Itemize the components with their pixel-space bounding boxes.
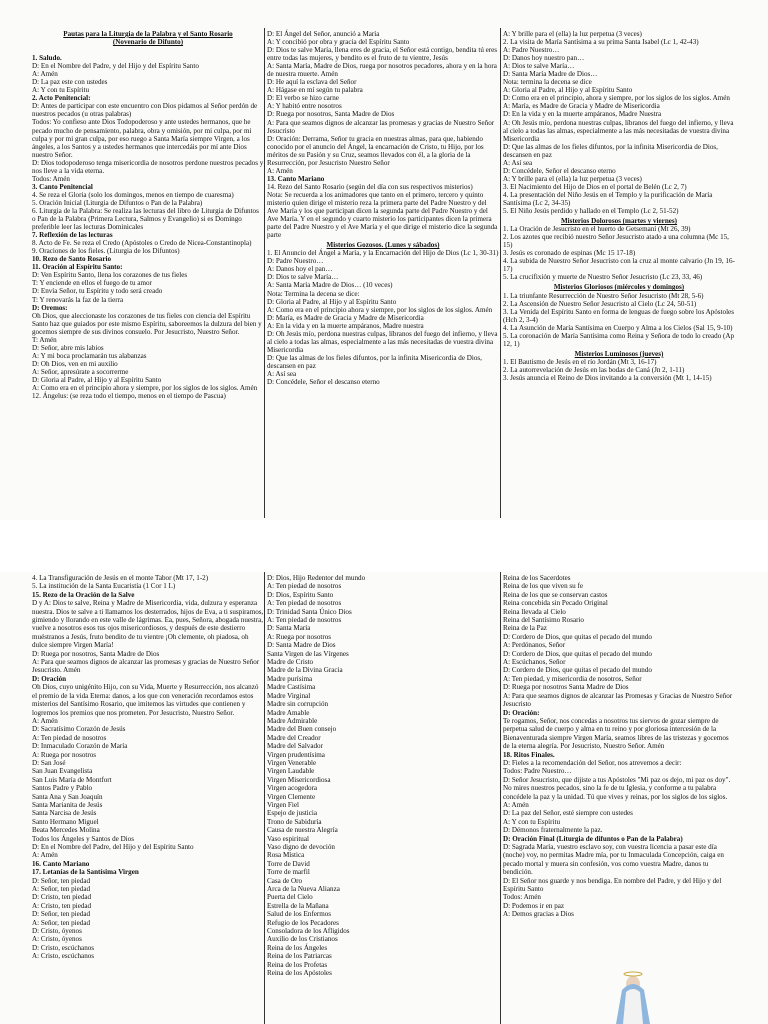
text-line: Reina de los Sacerdotes [503,574,571,582]
text-line: 1. La triunfante Resurrección de Nuestro Señor Jesucristo (Mt 28, 5-6) [503,291,704,300]
text-line: A: Padre Nuestro… [503,46,560,55]
text-line: A: Para que seamos dignos de alcanzar las promesas y gracias de Nuestro Señor Jesucristo. Amén [32,658,260,675]
text-line: D: Que las almas de los fieles difuntos, por la infinita Misericordia de Dios, descansen en paz [267,353,482,370]
text-line: Reina de los Apóstoles [267,969,332,978]
text-line: D: Señor Jesucristo, que dijiste a tus Apóstoles "Mi paz os dejo, mi paz os doy". No mires nuestros pecados, sino la fe de tu Iglesia, y conforme a tu palabra concédele la paz y la unidad. Tú que vives y reinas, por los siglos de los siglos. [503,775,731,801]
text-line: D: He aquí la esclava del Señor [267,78,357,87]
text-line: Espejo de justicia [267,809,318,818]
text-line: A: Santa María, Madre de Dios, ruega por nosotros pecadores, ahora y en la hora de nuestra muerte. Amén [267,62,497,79]
text-line: Nota: Se recuerda a los animadores que tanto en el primero, tercero y quinto misterio quien dirige el misterio reza la primera parte del Padre Nuestro y del Ave María y los que participan dicen la segunda parte del Padre Nuestro y del Ave María. Y en el segundo y cuarto misterio los participantes dicen la primera parte del Padre Nuestro y el Ave María y el que dirige el misterio dice la segunda parte [267,190,498,240]
text-line: A: Señor, ten piedad [32,885,91,894]
text-line: A: Amén [32,70,58,79]
text-line: D: El Señor nos guarde y nos bendiga. En nombre del Padre, y del Hijo y del Espíritu Santo [503,876,722,894]
text-line: Todos: Amén [32,174,70,183]
text-line: A: Y con tu Espíritu [503,817,561,826]
text-line: A: Ten piedad de nosotros [32,733,107,742]
column-3 [503,574,735,919]
text-line: D: Ruega por nosotros, Santa Madre de Dios [32,649,160,658]
text-line: D: Trinidad Santa Único Dios [267,607,352,616]
text-line: Madre de Cristo [267,658,314,667]
text-line: Todos: Amén [503,893,541,902]
text-line: Arca de la Nueva Alianza [267,885,340,894]
text-line: 14. Rezo del Santo Rosario (según del día con sus respectivos misterios) [267,182,473,191]
text-line: D: Antes de participar con este encuentro con Dios pidamos al Señor perdón de nuestros pecados (u otras palabras) [32,102,258,119]
text-line: Madre del Salvador [267,742,323,751]
text-line: Virgen prudentísima [267,750,325,759]
text-line: D: Cordero de Dios, que quitas el pecado del mundo [503,632,652,641]
section-heading: Misterios Dolorosos (martes y viernes) [560,217,678,226]
step-heading: 15. Rezo de la Oración de la Salve [32,590,135,599]
text-line: A: Ruega por nosotros [267,632,332,641]
text-line: D: La paz del Señor, esté siempre con ustedes [503,809,633,818]
text-line: Santa Ana y San Joaquín [32,792,103,801]
column-2 [267,574,499,978]
column-2 [267,30,499,386]
text-line: Virgen acogedora [267,784,318,793]
document-subtitle: (Novenario de Difunto) [112,38,184,47]
text-line: 3. Jesús es coronado de espinas (Mc 15 17-18) [503,249,636,258]
text-line: 12. Ángelus: (se reza todo el tiempo, menos en el tiempo de Pascua) [32,392,226,401]
text-line: D: Ven Espíritu Santo, llena los corazones de tus fieles [32,271,188,280]
text-line: Reina de la Paz [503,624,547,633]
text-line: D: Que las almas de los fieles difuntos, por la infinita Misericordia de Dios, descansen en paz [503,142,718,159]
text-line: Todos: Padre Nuestro… [503,767,572,776]
virgin-mary-image [610,970,656,1024]
text-line: Estrella de la Mañana [267,901,329,910]
step-heading: 18. Ritos Finales. [503,750,555,759]
section-heading: Misterios Gozosos. (Lunes y sábados) [326,241,440,250]
text-line: D: En la vida y en la muerte ampáranos, Madre Nuestra [503,110,662,119]
text-line: A: Ten piedad, y misericordia de nosotros, Señor [503,674,642,683]
text-line: A: Ten piedad de nosotros [267,582,342,591]
text-line: Todos los Ángeles y Santos de Dios [32,834,134,843]
text-line: Auxilio de los Cristianos [267,935,338,944]
text-line: D: Podemos ir en paz [503,901,565,910]
text-line: Consoladora de los Afligidos [267,927,350,936]
text-line: Puerta del Cielo [267,893,313,902]
text-line: A: Así sea [267,369,297,378]
text-line: A: Dios te salve María… [503,62,575,71]
text-line: Santos Padre y Pablo [32,784,93,793]
column-divider [264,572,265,1024]
text-line: A: Y brille para el (ella) la luz perpetua (3 veces) [503,174,642,183]
text-line: D: Fieles a la recomendación del Señor, nos atrevemos a decir: [503,758,682,767]
step-heading: 16. Canto Mariano [32,859,90,868]
text-line: A: Para que seamos dignos de alcanzar las Promesas y Gracias de Nuestro Señor Jesucristo [503,691,733,709]
text-line: A: María, es Madre de Gracia y Madre de Misericordia [503,102,660,111]
text-line: 4. La subida de Nuestro Señor Jesucristo con la cruz al monte calvario (Jn 19, 16-17) [503,257,735,274]
text-line: 3. El Nacimiento del Hijo de Dios en el portal de Belén (Lc 2, 7) [503,182,687,191]
text-line: Virgen Misericordiosa [267,775,331,784]
text-line: A: Gloria al Padre, al Hijo y al Espíritu Santo [503,86,633,95]
text-line: D: Cristo, escúchanos [32,943,95,952]
text-line: A: Perdónanos, Señor [503,641,566,650]
text-line: A: Como era en el principio ahora y siempre, por los siglos de los siglos. Amén [267,305,493,314]
text-line: A: Cristo, óyenos [32,935,82,944]
text-line: Torre de marfil [267,868,310,877]
text-lines [32,54,264,400]
text-line: Reina de los Ángeles [267,943,328,952]
column-divider [500,572,501,1024]
text-line: Virgen Clemente [267,792,316,801]
text-line: Virgen Laudable [267,767,315,776]
text-line: 1. La Oración de Jesucristo en el huerto de Getsemaní (Mt 26, 39) [503,225,691,234]
text-line: Santo Hermano Miguel [32,817,99,826]
text-line: A: Y concibió por obra y gracia del Espíritu Santo [267,38,410,47]
text-line: Madre Castísima [267,683,316,692]
text-line: T: Y renovarás la faz de la tierra [32,295,124,304]
text-line: A: Y con tu Espíritu [32,86,90,95]
text-line: 2. La visita de María Santísima a su prima Santa Isabel (Lc 1, 42-43) [503,38,699,47]
text-line: D: La paz este con ustedes [32,78,108,87]
section-heading: Misterios Luminosos (jueves) [574,349,664,358]
text-line: D: Cristo, ten piedad [32,893,92,902]
text-line: Te rogamos, Señor, nos concedas a nosotros tus siervos de gozar siempre de perpetua salud de cuerpo y alma en tu reino y por gloriosa intercesión de la Bienaventurada siempre Virgen María, seamos libres de las tristezas y gocemos de la eterna alegría. Por Jesucristo, Nuestro Señor. Amén [503,716,729,751]
text-line: Reina del Santísimo Rosario [503,616,584,625]
text-line: D: En el Nombre del Padre, y del Hijo y del Espíritu Santo [32,62,199,71]
text-line: D: Oh Dios, ven en mi auxilio [32,359,118,368]
text-line: D: Señor, ten piedad [32,910,91,919]
text-line: A: Señor, apresúrate a socorrerme [32,367,129,376]
text-line: D: San José [32,758,66,767]
text-line: A: Cristo, escúchanos [32,952,95,961]
text-line: A: Danos hoy el pan… [267,265,333,274]
text-line: Nota: Termina la decena se dice: [267,289,360,298]
text-line: Santa Virgen de las Vírgenes [267,649,349,658]
text-line: D: Santa Madre de Dios [267,641,336,650]
text-line: D: Sacratísimo Corazón de Jesús [32,725,126,734]
text-line: D: Ruega por nosotros Santa Madre de Dios [503,683,629,692]
text-line: San Luis María de Montfort [32,775,112,784]
text-line: Reina concebida sin Pecado Original [503,599,608,608]
text-line: Madre Admirable [267,716,318,725]
column-3 [503,30,735,382]
text-line: A: Ten piedad de nosotros [267,616,342,625]
text-line: 2. La autorrevelación de Jesús en las bodas de Caná (Jn 2, 1-11) [503,365,685,374]
page-two [0,572,768,1024]
column-divider [500,28,501,518]
text-line: Madre Amable [267,708,310,717]
text-line: D: Cordero de Dios, que quitas el pecado del mundo [503,666,652,675]
text-line: 1. El Anuncio del Ángel a María, y la Encarnación del Hijo de Dios (Lc 1, 30-31) [267,249,499,258]
text-line: D: Dios todopoderoso tenga misericordia de nosotros perdone nuestros pecados y nos lleve a la vida eterna. [32,158,264,175]
step-heading: 11. Oración al Espíritu Santo: [32,263,123,272]
text-line: 4. Se reza el Gloria (solo los domingos, menos en tiempo de cuaresma) [32,190,234,199]
text-line: 6. Liturgia de la Palabra: Se realiza las lecturas del libro de Liturgia de Difuntos o Pan de la Palabra (Primera Lectura, Salmos y Evangelio) si es Domingo preferible leer las lecturas Dominicales [32,206,259,232]
text-line: Oh Dios, que aleccionaste los corazones de tus fieles con ciencia del Espíritu Santo haz que guiados por este mismo Espíritu, saboreemos la dulzura del bien y gocemos siempre de sus divinos consuelo. Por Jesucristo, Nuestro Señor. [32,311,262,336]
text-line: A: Amén [32,716,58,725]
text-line: A: Y habitó entre nosotros [267,102,342,111]
text-lines [267,574,499,978]
step-heading: D: Oremos: [32,303,68,312]
text-line: Reina de los que se conservan castos [503,590,608,599]
step-heading: 1. Saludo. [32,54,62,63]
document-title: Pautas para la Liturgia de la Palabra y el Santo Rosario [63,30,233,38]
text-line: D: Gloria al Padre, al Hijo y al Espíritu Santo [267,297,397,306]
text-line: D: Oración: Derrama, Señor tu gracia en nuestras almas, para que, habiendo conocido por el anuncio del Ángel, la encarnación de Cristo, tu Hijo, por los méritos de su Pasión y su Cruz, seamos llevados con él, a la gloria de la Resurrección, por Jesucristo Nuestro Señor [267,134,484,167]
text-line: 2. La Ascensión de Nuestro Señor Jesucristo al Cielo (Lc 24, 50-51) [503,299,697,308]
text-line: D: Envía Señor, tu Espíritu y todo será creado [32,287,163,296]
text-line: A: Ten piedad de nosotros [267,599,342,608]
section-heading: Misterios Gloriosos (miércoles y domingos) [553,283,685,292]
text-line: D: Sagrada María, vuestro esclavo soy, con vuestra licencia a pasar este día (noche) voy, no permitas Madre mía, por tu Inmaculada Concepción, caiga en pecado mortal y muera sin confesión, vos como vuestra Madre, danos tu bendición. [503,843,724,877]
text-line: Santa Narcisa de Jesús [32,809,97,818]
text-line: D: Como era en el principio, ahora y siempre, por los siglos de los siglos. Amén [503,94,730,103]
text-line: A: Amén [503,800,529,809]
text-line: D: Cordero de Dios, que quitas el pecado del mundo [503,649,652,658]
text-line: T: Y enciende en ellos el fuego de tu amor [32,279,152,288]
text-line: D: Cristo, óyenos [32,927,82,936]
text-line: D: María, es Madre de Gracia y Madre de Misericordia [267,313,424,322]
text-line: Virgen Fiel [267,800,299,809]
text-line: 1. El Bautismo de Jesús en el río Jordán (Mt 3, 16-17) [503,357,657,366]
step-heading: 3. Canto Penitencial [32,182,93,191]
text-line: T: Amén [32,335,57,344]
text-line: D: En el Nombre del Padre, del Hijo y del Espíritu Santo [32,843,194,851]
text-line: A: Santa María Madre de Dios… (10 veces) [267,281,393,290]
step-heading: 17. Letanías de la Santísima Virgen [32,868,139,877]
text-line: A: Amén [267,166,293,175]
text-line: Virgen Venerable [267,758,317,767]
text-line: D: Concédele, Señor el descanso eterno [503,166,616,175]
text-line: 9. Oraciones de los fieles. (Liturgia de los Difuntos) [32,247,180,256]
text-line: D: Santa María Madre de Dios… [503,70,598,79]
text-line: Reina de los Profetas [267,960,328,969]
step-heading: 7. Reflexión de las lecturas [32,231,113,240]
text-line: Rosa Mística [267,851,305,860]
step-heading: 2. Acto Penitencial: [32,94,91,103]
text-line: Todos: Yo confieso ante Dios Todopoderoso y ante ustedes hermanos, que he pecado mucho de pensamiento, palabra, obra y omisión, por mi culpa, por mi culpa y por mi gran culpa, por eso ruego a Santa María siempre Virgen, a los ángeles, a los Santos y a ustedes hermanos que intercedáis por mí ante Dios nuestro Señor. [32,118,252,159]
text-line: A: Amén [32,851,58,860]
text-line: Casa de Oro [267,876,303,885]
text-line: 4. La presentación del Niño Jesús en el Templo y la purificación de María Santísima (Lc 2, 34-35) [503,190,713,207]
text-lines [503,30,735,382]
text-line: Madre Virginal [267,691,311,700]
column-divider [264,28,265,518]
text-line: Madre de la Divina Gracia [267,666,343,675]
text-line: 4. La Transfiguración de Jesús en el monte Tabor (Mt 17, 1-2) [32,574,209,582]
text-line: D: Gloria al Padre, al Hijo y al Espíritu Santo [32,375,162,384]
text-line: D: Dios te salve María, llena eres de gracia, el Señor está contigo, bendita tú eres entre todas las mujeres, y bendito es el fruto de tu vientre, Jesús [267,46,498,63]
text-line: A: Escúchanos, Señor [503,658,566,667]
text-line: Madre del Creador [267,733,321,742]
text-line: D: Oh Jesús mío, perdona nuestras culpas, líbranos del fuego del infierno, y lleva al cielo a todas las almas, especialmente a las más necesitadas de vuestra divina Misericordia [267,329,498,354]
page-gap [0,520,768,572]
text-line: Trono de Sabiduría [267,817,322,826]
text-line: Torre de David [267,859,310,868]
text-line: D: Inmaculado Corazón de María [32,742,128,751]
text-line: 4. La Asunción de María Santísima en Cuerpo y Alma a los Cielos (Sal 15, 9-10) [503,323,733,332]
text-line: Refugio de los Pecadores [267,918,339,927]
text-line: D: Santa María [267,624,311,633]
text-line: D: Dios te salve María… [267,273,339,282]
text-line: A: Demos gracias a Dios [503,910,574,919]
text-line: D y A: Dios te salve, Reina y Madre de Misericordia, vida, dulzura y esperanza nuestra. Dios te salve a ti llamamos los desterrados, hijos de Eva, a ti suspiramos, gimiendo y llorando en este valle de lágrimas. Ea, pues, Señora, abogada nuestra, vuelve a nosotros esos tus ojos misericordiosos, y después de este destierro muéstranos a Jesús, fruto bendito de tu vientre ¡Oh clemente, oh piadosa, oh dulce siempre Virgen María! [32,599,264,650]
text-line: Reina llevada al Cielo [503,607,566,616]
text-line: 5. La crucifixión y muerte de Nuestro Señor Jesucristo (Lc 23, 33, 46) [503,273,703,282]
text-line: 5. Oración Inicial (Liturgia de Difuntos o Pan de la Palabra) [32,198,203,207]
text-line: Beata Mercedes Molina [32,826,100,835]
text-line: Reina de los que viven su fe [503,582,583,591]
text-line: A: Y brille para el (ella) la luz perpetua (3 veces) [503,30,642,38]
text-line: D: Ruega por nosotros, Santa Madre de Dios [267,110,395,119]
step-heading: 10. Rezo de Santo Rosario [32,255,112,264]
text-line: 3. La Venida del Espíritu Santo en forma de lenguas de fuego sobre los Apóstoles (Hch 2, 3-4) [503,307,734,324]
step-heading: D: Oración Final (Liturgia de difuntos o Pan de la Palabra) [503,834,683,843]
text-line: A: Cristo, ten piedad [32,901,92,910]
text-line: Oh Dios, cuyo unigénito Hijo, con su Vida, Muerte y Resurrección, nos alcanzó el premio de la vida Eterna: danos, a los que con veneración recordamos estos misterios del Santísimo Rosario, que imitemos las virtudes que contienen y logremos los premios que nos prometen. Por Jesucristo, Nuestro Señor. [32,683,259,717]
text-lines [503,574,735,919]
text-line: Reina de los Patriarcas [267,952,332,961]
text-line: A: Ruega por nosotros [32,750,97,759]
column-1 [32,30,264,400]
text-lines [32,574,264,961]
text-line: D: Danos hoy nuestro pan… [503,54,585,63]
text-line: 5. La coronación de María Santísima como Reina y Señora de todo lo creado (Ap 12, 1) [503,331,735,348]
text-line: A: Señor, ten piedad [32,918,91,927]
text-line: 5. La institución de la Santa Eucaristía (1 Cor 1 L) [32,582,176,591]
text-line: Vaso espiritual [267,834,309,843]
text-lines [267,30,499,386]
text-line: D: Dios, Hijo Redentor del mundo [267,574,366,582]
text-line: Nota: termina la decena se dice [503,78,592,87]
text-line: A: Para que seamos dignos de alcanzar las promesas y gracias de Nuestro Señor Jesucristo [267,118,495,135]
step-heading: D: Oración: [503,708,540,717]
step-heading: D: Oración [32,674,67,683]
step-heading: 13. Canto Mariano [267,174,325,183]
text-line: D: El verbo se hizo carne [267,94,339,103]
text-line: 8. Acto de Fe. Se reza el Credo (Apóstoles o Credo de Nicea-Constantinopla) [32,239,252,248]
text-line: D: Concédele, Señor el descanso eterno [267,378,380,387]
text-line: A: En la vida y en la muerte ampáranos, Madre nuestra [267,321,424,330]
text-line: Madre del Buen consejo [267,725,337,734]
text-line: 5. El Niño Jesús perdido y hallado en el Templo (Lc 2, 51-52) [503,207,679,216]
text-line: Santa Marianita de Jesús [32,800,103,809]
text-line: D: Padre Nuestro… [267,257,324,266]
text-line: D: Démonos fraternalmente la paz. [503,826,603,835]
text-line: 3. Jesús anuncia el Reino de Dios invitando a la conversión (Mt 1, 14-15) [503,373,712,382]
text-line: A: Y mi boca proclamarán tus alabanzas [32,351,147,360]
text-line: A: Como era en el principio ahora y siempre, por los siglos de los siglos. Amén [32,384,258,393]
text-line: A: Hágase en mí según tu palabra [267,86,363,95]
text-line: D: Dios, Espíritu Santo [267,590,334,599]
text-line: San Juan Evangelista [32,767,93,776]
text-line: Vaso digno de devoción [267,843,335,851]
text-line: D: Señor, abre mis labios [32,343,104,352]
column-1 [32,574,264,961]
text-line: D: El Ángel del Señor, anunció a María [267,30,380,38]
text-line: Salud de los Enfermos [267,910,332,919]
text-line: D: Señor, ten piedad [32,876,91,885]
text-line: 2. Los azotes que recibió nuestro Señor Jesucristo atado a una columna (Mc 15, 15) [503,233,729,250]
text-line: Madre sin corrupción [267,700,329,709]
text-line: Madre purísima [267,674,313,683]
text-line: Causa de nuestra Alegría [267,826,338,835]
text-line: A: Oh Jesús mío, perdona nuestras culpas, líbranos del fuego del infierno, y lleva al cielo a todas las almas, especialmente a las más necesitadas de vuestra divina Misericordia [503,118,734,143]
text-line: A: Así sea [503,158,533,167]
